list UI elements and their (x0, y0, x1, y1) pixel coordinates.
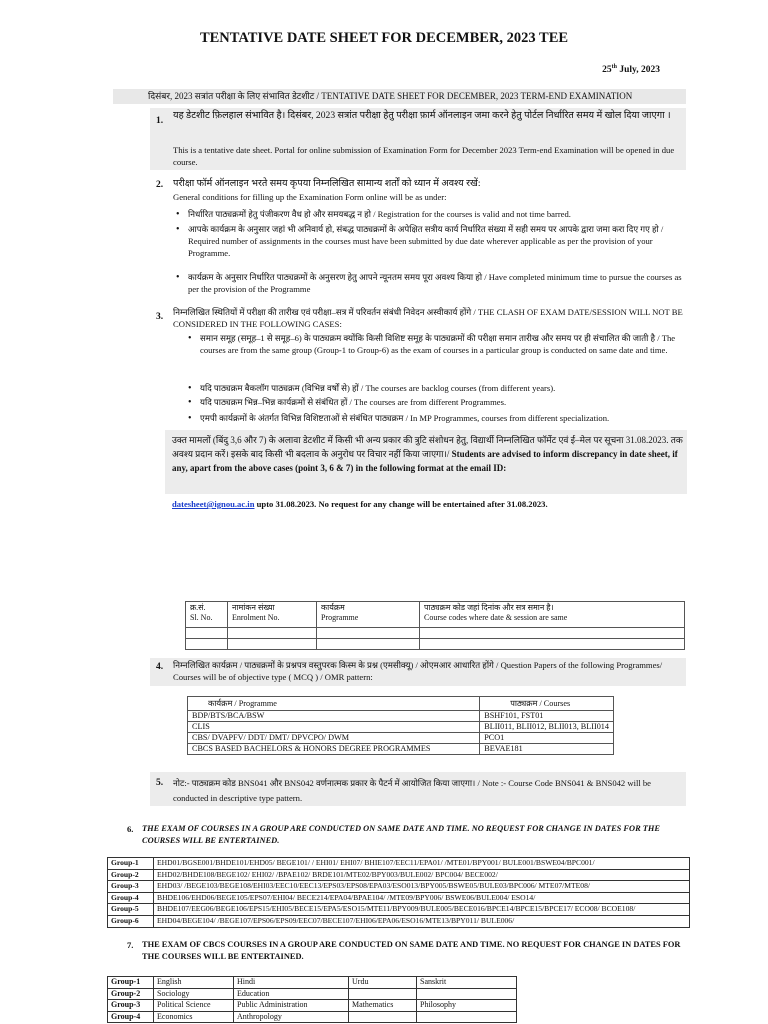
page-title: TENTATIVE DATE SHEET FOR DECEMBER, 2023 TEE (199, 30, 569, 46)
cbcs-groups-table (107, 976, 517, 1023)
item-4-text: निम्नलिखित कार्यक्रम / पाठ्यक्रमों के प्रश्नपत्र वस्तुपरक किस्म के प्रश्न (एमसीक्यू) / ओएमआर आधारित होंगे / Question Papers of the following Programmes/ Courses will be of objective type ( MCQ ) / OMR pattern: (173, 660, 663, 682)
table-row: BDP/BTS/BCA/BSW BSHF101, FST01 (188, 711, 614, 722)
table-row: Group-5 BHDE107/EEG06/BEGE106/EPS15/EHI05/BECE15/EPA5/ESO15/MTE11/BPY009/BULE005/BECE016/BPCE14/BPCE15/BPCE17/ ECO08/ BCOE108/ (108, 904, 690, 916)
table-row: Group-1 EHD01/BGSE001/BHDE101/EHD05/ BEGE101/ / EHI01/ EHI07/ BHIE107/EEC11/EPA01/ /MTE01/BPY001/ BULE001/BSWE04/BPC001/ (108, 858, 690, 870)
item-2-bullet: • आपके कार्यक्रम के अनुसार जहां भी अनिवार्य हो, संबद्ध पाठ्यक्रमों के अपेक्षित सत्रीय कार्य निर्धारित संख्या में सही समय पर आपके द्वारा जमा करा दिए गए हो / Required number of assignments in the courses must have been submitted by due date wherever applicable as per the provision of your Programme. (176, 224, 664, 258)
item-2-english: General conditions for filling up the Examination Form online will be as under: (173, 192, 447, 202)
item-3-bullet: • समान समूह (समूह–1 से समूह–6) के पाठ्यक्रम क्योंकि किसी विशिष्ट समूह के पाठ्यक्रमों की परीक्षा समान तारीख और समय पर ही संचालित की जाती है / The courses are from the same group (Group-1 to Group-6) as the exam of courses in a particular group is conducted on same date and time. (188, 333, 676, 355)
table-row (186, 628, 685, 639)
item-2-number: 2. (156, 180, 164, 190)
item-1-number: 1. (156, 116, 164, 126)
mcq-table (187, 696, 614, 755)
item-2-bullet: • निर्धारित पाठ्यक्रमों हेतु पंजीकरण वैध हो और समयबद्ध न हो / Registration for the courses is valid and not time barred. (176, 209, 571, 220)
email-link[interactable]: datesheet@ignou.ac.in (172, 499, 255, 509)
item-1-english: This is a tentative date sheet. Portal for online submission of Examination Form for December 2023 Term-end Examination will be opened in due course. (173, 145, 675, 167)
table-row (188, 697, 614, 711)
item-7-text: THE EXAM OF CBCS COURSES IN A GROUP ARE CONDUCTED ON SAME DATE AND TIME. NO REQUEST FOR CHANGE IN DATES FOR THE COURSES WILL BE ENTERTAINED. (142, 940, 681, 961)
item-3-bullet: • यदि पाठ्यक्रम भिन्न–भिन्न कार्यक्रमों से संबंधित हों / The courses are from different Programmes. (188, 397, 507, 408)
item-6-number: 6. (127, 824, 134, 834)
notice-text: उक्त मामलों (बिंदु 3,6 और 7) के अलावा डेटशीट में किसी भी अन्य प्रकार की त्रुटि संशोधन हेतु, विद्यार्थी निम्नलिखित फॉर्मेट एवं ई–मेल पर सूचना 31.08.2023. तक अवश्य प्रदान करें। इसके बाद किसी भी बदलाव के अनुरोध पर विचार नहीं किया जाएगा।/ Students are advised to inform discrepancy in date sheet, if any, apart from the above cases (point 3, 6 & 7) in the following format at the email ID: (172, 435, 683, 473)
table-row: CLIS BLII011, BLII012, BLII013, BLII014 (188, 722, 614, 733)
table-header-cell: नामांकन संख्या Enrolment No. (228, 602, 317, 628)
table-row: Group-4 BHDE106/EHD06/BEGE105/EPS07/EHI04/ BECE214/EPA04/BPAE104/ /MTE09/BPY006/ BSWE06/BULE004/ ESO14/ (108, 892, 690, 904)
table-row: Group-6 EHD04/BEGE104/ /BEGE107/EPS06/EPS09/EEC07/BECE107/EHI06/EPA06/ESO16/MTE13/BPY011/ BULE006/ (108, 915, 690, 927)
discrepancy-format-table (185, 601, 685, 650)
item-3-text: निम्नलिखित स्थितियों में परीक्षा की तारीख एवं परीक्षा–सत्र में परिवर्तन संबंधी निवेदन अस्वीकार्य होंगे / THE CLASH OF EXAM DATE/SESSION WILL NOT BE CONSIDERED IN THE FOLLOWING CASES: (173, 307, 683, 329)
section-banner: दिसंबर, 2023 सत्रांत परीक्षा के लिए संभावित डेटशीट / TENTATIVE DATE SHEET FOR DECEMBER, 2023 TERM-END EXAMINATION (113, 89, 686, 104)
item-5-text: नोट:- पाठ्यक्रम कोड BNS041 और BNS042 वर्णनात्मक प्रकार के पैटर्न में आयोजित किया जाएगा। / Note :- Course Code BNS041 & BNS042 will be conducted in descriptive type pattern. (173, 778, 651, 803)
table-row: Group-1 English Hindi Urdu Sanskrit (108, 977, 517, 989)
table-row: Group-2 Sociology Education (108, 988, 517, 1000)
item-3-bullet: • एमपी कार्यक्रमों के अंतर्गत विभिन्न विशिष्टताओं से संबंधित पाठ्यक्रम / In MP Programmes, courses from different specialization. (188, 413, 610, 424)
groups-table (107, 857, 690, 928)
table-row: CBS/ DVAPFV/ DDT/ DMT/ DPVCPO/ DWM PCO1 (188, 733, 614, 744)
table-row: Group-4 Economics Anthropology (108, 1011, 517, 1023)
item-2-hindi: परीक्षा फॉर्म ऑनलाइन भरते समय कृपया निम्नलिखित सामान्य शर्तों को ध्यान में अवश्य रखें: (173, 178, 481, 189)
item-7-number: 7. (127, 940, 134, 950)
item-5-number: 5. (156, 778, 164, 788)
table-header-cell: पाठ्यक्रम कोड जहां दिनांक और सत्र समान है। Course codes where date & session are same (420, 602, 685, 628)
item-3-number: 3. (156, 312, 164, 322)
table-header-cell: पाठ्यक्रम / Courses (480, 697, 614, 711)
table-row: Group-2 EHD02/BHDE108/BEGE102/ EHI02/ /BPAE102/ BRDE101/MTE02/BPY003/BULE002/ BPC004/ BECE002/ (108, 869, 690, 881)
item-3-bullet: • यदि पाठ्यक्रम बैकलॉग पाठ्यक्रम (विभिन्न वर्षों से) हों / The courses are backlog courses (from different years). (188, 383, 556, 394)
table-header-cell: क्र.सं. Sl. No. (186, 602, 228, 628)
item-2-bullet: • कार्यक्रम के अनुसार निर्धारित पाठ्यक्रमों के अनुसरण हेतु आपने न्यूनतम समय पूरा अवश्य किया हो / Have completed minimum time to pursue the courses as per the provision of the Programme (176, 272, 682, 294)
table-header-cell: कार्यक्रम Programme (317, 602, 420, 628)
item-4-number: 4. (156, 662, 164, 672)
table-row (186, 602, 685, 628)
item-1-hindi: यह डेटशीट फ़िलहाल संभावित है। दिसंबर, 2023 सत्रांत परीक्षा हेतु परीक्षा फ़ार्म ऑनलाइन जमा करने हेतु पोर्टल निर्धारित समय में खोल दिया जाएगा । (173, 110, 671, 121)
table-header-cell: कार्यक्रम / Programme (188, 697, 480, 711)
table-row: Group-3 Political Science Public Administration Mathematics Philosophy (108, 1000, 517, 1012)
table-row (186, 639, 685, 650)
issue-date: 25th July, 2023 (602, 64, 660, 76)
table-row: CBCS BASED BACHELORS & HONORS DEGREE PROGRAMMES BEVAE181 (188, 744, 614, 755)
notice-email-line: datesheet@ignou.ac.in upto 31.08.2023. No request for any change will be entertained after 31.08.2023. (172, 499, 548, 509)
item-6-text: THE EXAM OF COURSES IN A GROUP ARE CONDUCTED ON SAME DATE AND TIME. NO REQUEST FOR CHANGE IN DATES FOR THE COURSES WILL BE ENTERTAINED. (142, 824, 660, 845)
table-row: Group-3 EHD03/ /BEGE103/BEGE108/EHI03/EEC10/EEC13/EPS03/EPS08/EPA03/ESO013/BPY005/BSWE05/BULE03/BPC006/ MTE07/MTE08/ (108, 881, 690, 893)
